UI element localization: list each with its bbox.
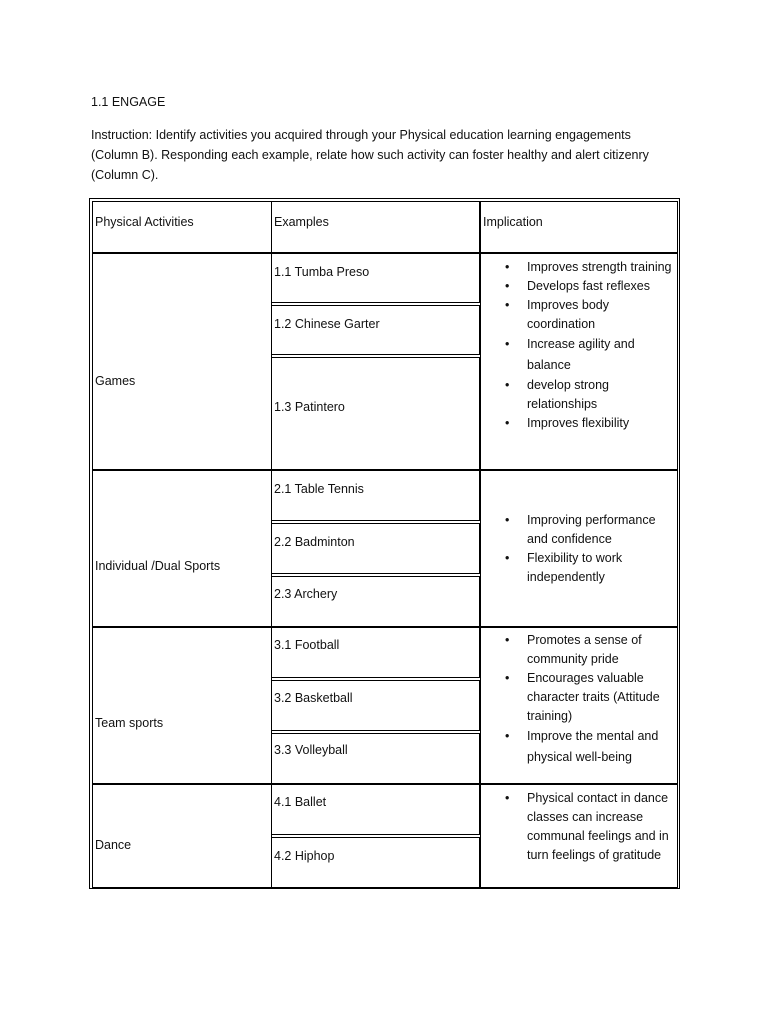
implication-item: • Improving performance and confidence	[505, 513, 656, 546]
implication-list	[481, 631, 677, 768]
activity-label: Individual /Dual Sports	[95, 559, 221, 573]
implication-item: • Improve the mental and physical well-being	[481, 726, 677, 768]
activity-cell	[92, 470, 272, 627]
implication-list	[481, 258, 677, 433]
header-cell-activities	[92, 201, 272, 253]
example-cell	[271, 784, 480, 835]
example-cell	[271, 253, 480, 303]
implication-item: • Increase agility and balance	[481, 334, 677, 376]
bullet-icon: •	[505, 279, 510, 293]
implication-item: • Physical contact in dance classes can increase communal feelings and in turn feelings of gratitude	[505, 791, 669, 862]
example-label: 4.2 Hiphop	[274, 849, 335, 863]
bullet-icon: •	[505, 791, 510, 805]
bullet-icon: •	[505, 633, 510, 647]
activity-label: Dance	[95, 838, 132, 852]
example-cell	[271, 357, 480, 470]
bullet-icon: •	[505, 513, 510, 527]
example-cell	[271, 305, 480, 355]
bullet-icon: •	[505, 551, 510, 565]
example-cell	[271, 837, 480, 888]
implication-item: • Improves strength training	[481, 258, 677, 277]
implication-list	[481, 511, 677, 587]
activity-cell	[92, 784, 272, 888]
bullet-icon: •	[505, 260, 510, 274]
implication-cell	[480, 784, 678, 888]
header-label: Examples	[274, 215, 329, 229]
implication-item: • Encourages valuable character traits (Attitude training)	[505, 671, 660, 723]
activities-table	[89, 198, 680, 889]
bullet-icon: •	[505, 729, 510, 743]
example-label: 2.2 Badminton	[274, 535, 355, 549]
instruction-paragraph: Instruction: Identify activities you acquired through your Physical education learning engagements (Column B). Responding each example, relate how such activity can foster healthy and alert citizenry (Column C).	[91, 128, 649, 182]
example-label: 3.2 Basketball	[274, 691, 353, 705]
example-label: 2.1 Table Tennis	[274, 482, 364, 496]
example-label: 1.2 Chinese Garter	[274, 317, 380, 331]
implication-cell	[480, 627, 678, 784]
header-cell-implication	[480, 201, 678, 253]
section-heading: 1.1 ENGAGE	[91, 95, 166, 109]
implication-cell	[480, 470, 678, 627]
example-label: 3.3 Volleyball	[274, 743, 348, 757]
header-label: Physical Activities	[95, 215, 194, 229]
activity-cell	[92, 253, 272, 470]
example-label: 1.3 Patintero	[274, 400, 345, 414]
bullet-icon: •	[505, 298, 510, 312]
header-label: Implication	[483, 215, 543, 229]
example-cell	[271, 576, 480, 627]
activity-label: Games	[95, 374, 136, 388]
example-label: 4.1 Ballet	[274, 795, 327, 809]
implication-item: • Improves body coordination	[505, 298, 609, 331]
example-cell	[271, 733, 480, 784]
implication-item: • Promotes a sense of community pride	[505, 633, 642, 666]
bullet-icon: •	[505, 416, 510, 430]
implication-item: • Develops fast reflexes	[481, 277, 677, 296]
example-cell	[271, 523, 480, 574]
implication-cell	[480, 253, 678, 470]
example-label: 1.1 Tumba Preso	[274, 265, 370, 279]
implication-item: • Flexibility to work independently	[505, 551, 623, 584]
example-label: 2.3 Archery	[274, 587, 338, 601]
implication-list	[481, 789, 677, 865]
example-cell	[271, 680, 480, 731]
bullet-icon: •	[505, 337, 510, 351]
bullet-icon: •	[505, 671, 510, 685]
example-label: 3.1 Football	[274, 638, 340, 652]
bullet-icon: •	[505, 378, 510, 392]
activity-cell	[92, 627, 272, 784]
example-cell	[271, 470, 480, 521]
example-cell	[271, 627, 480, 678]
activity-label: Team sports	[95, 716, 164, 730]
header-cell-examples	[271, 201, 480, 253]
implication-item: • Improves flexibility	[481, 414, 677, 433]
implication-item: • develop strong relationships	[505, 378, 610, 411]
